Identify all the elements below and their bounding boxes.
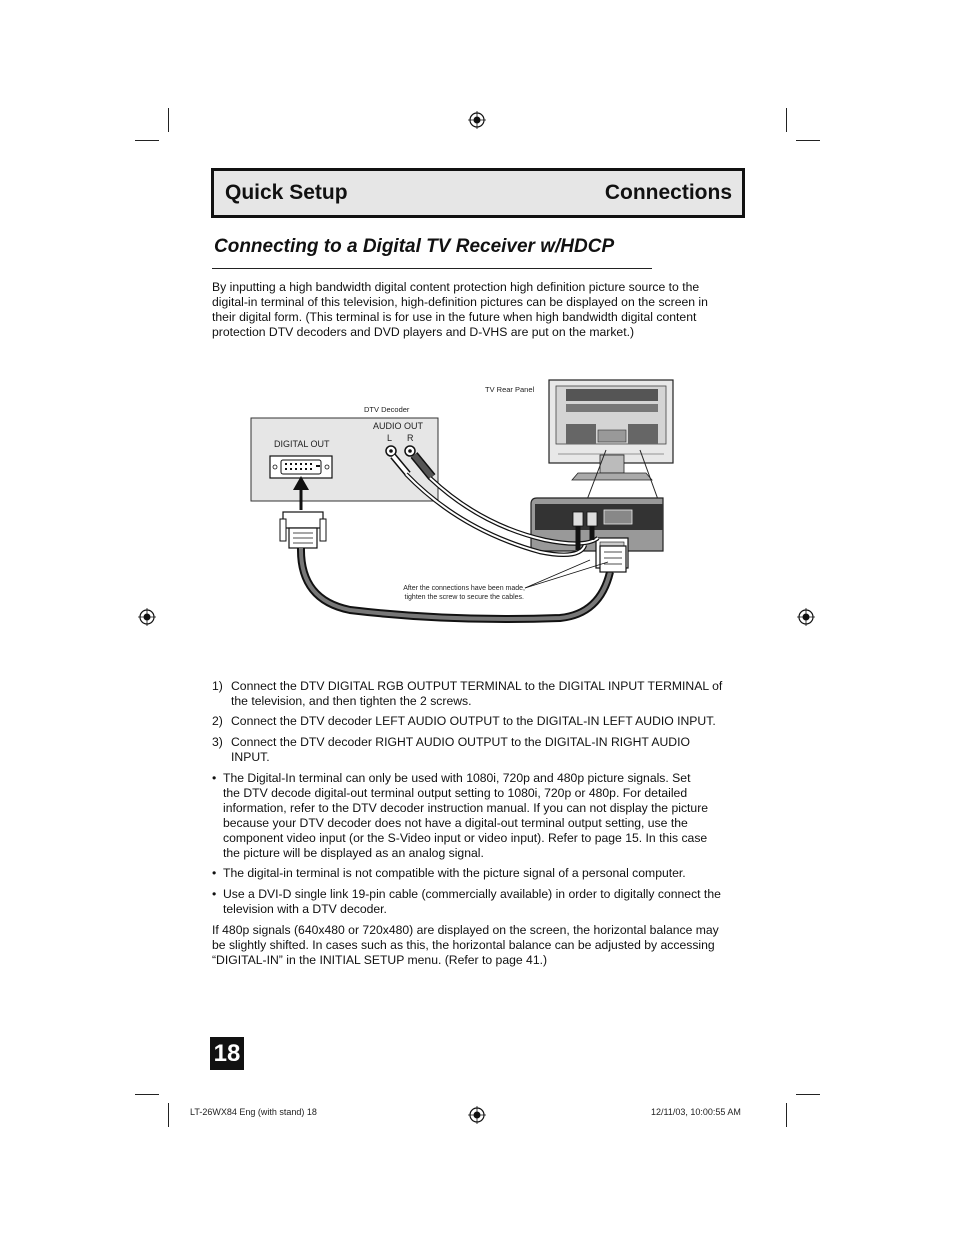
audio-out-label: AUDIO OUT	[373, 421, 424, 431]
bullet-line: television with a DTV decoder.	[223, 902, 387, 916]
bullet-line: Use a DVI-D single link 19-pin cable (commercially available) in order to digitally connect the	[223, 887, 721, 901]
step-item	[212, 735, 742, 765]
bullet-item	[212, 771, 742, 861]
bullet-mark: •	[212, 887, 217, 901]
dvi-plug-right-icon	[600, 546, 626, 572]
intro-paragraph	[212, 280, 732, 340]
audio-r-label: R	[407, 433, 414, 443]
intro-line: their digital form. (This terminal is for use in the future when high bandwidth digital content	[212, 310, 697, 324]
bullet-line: The Digital-In terminal can only be used with 1080i, 720p and 480p picture signals. Set	[223, 771, 691, 785]
tv-rear-panel-illustration	[549, 380, 673, 480]
crop-mark	[168, 1103, 169, 1127]
audio-l-label: L	[387, 433, 393, 443]
dvi-plug-left-icon	[280, 512, 326, 548]
step-item	[212, 714, 742, 729]
step-item	[212, 679, 742, 709]
bullet-item	[212, 866, 742, 881]
intro-line: digital-in terminal of this television, high-definition pictures can be displayed on the screen in	[212, 295, 708, 309]
step-line: INPUT.	[231, 750, 270, 764]
registration-mark-icon	[138, 608, 156, 626]
step-number: 3)	[212, 735, 223, 749]
header-left-title: Quick Setup	[225, 181, 348, 204]
page-header	[211, 168, 745, 218]
footer-left: LT-26WX84 Eng (with stand) 18	[190, 1107, 317, 1117]
bullet-line: information, refer to the DTV decoder instruction manual. If you can not display the picture	[223, 801, 709, 815]
closing-line: be slightly shifted. In cases such as this, the horizontal balance can be adjusted by accessing	[212, 938, 715, 952]
cable-note-line: After the connections have been made,	[403, 585, 525, 592]
registration-mark-icon	[468, 111, 486, 129]
step-number: 1)	[212, 679, 223, 693]
step-line: the television, and then tighten the 2 screws.	[231, 694, 472, 708]
registration-mark-icon	[797, 608, 815, 626]
connection-diagram	[240, 370, 680, 635]
footer-right: 12/11/03, 10:00:55 AM	[651, 1107, 741, 1117]
step-line: Connect the DTV decoder LEFT AUDIO OUTPUT to the DIGITAL-IN LEFT AUDIO INPUT.	[231, 714, 716, 728]
section-title: Connecting to a Digital TV Receiver w/HDCP	[214, 236, 615, 257]
dtv-decoder-label: DTV Decoder	[364, 405, 410, 414]
crop-mark	[135, 1094, 159, 1095]
closing-line: “DIGITAL-IN” in the INITIAL SETUP menu. (Refer to page 41.)	[212, 953, 548, 967]
bullet-mark: •	[212, 866, 217, 880]
digital-in-terminal-closeup	[531, 498, 663, 568]
intro-line: By inputting a high bandwidth digital content protection high definition picture source to the	[212, 280, 700, 294]
bullet-mark: •	[212, 771, 217, 785]
step-number: 2)	[212, 714, 223, 728]
step-line: Connect the DTV DIGITAL RGB OUTPUT TERMINAL to the DIGITAL INPUT TERMINAL of	[231, 679, 723, 693]
crop-mark	[786, 108, 787, 132]
bullet-line: the picture will be displayed as an analog signal.	[223, 846, 484, 860]
digital-out-label: DIGITAL OUT	[274, 439, 330, 449]
section-rule	[212, 268, 652, 269]
bullet-line: because your DTV decoder does not have a digital-out terminal output setting, use the	[223, 816, 688, 830]
header-right-title: Connections	[604, 181, 732, 204]
page-number: 18	[210, 1037, 244, 1070]
crop-mark	[786, 1103, 787, 1127]
bullet-line: component video input (or the S-Video input or video input). Refer to page 15. In this case	[223, 831, 708, 845]
crop-mark	[796, 1094, 820, 1095]
closing-line: If 480p signals (640x480 or 720x480) are displayed on the screen, the horizontal balance may	[212, 923, 719, 937]
bullet-line: The digital-in terminal is not compatible with the picture signal of a personal computer.	[223, 866, 686, 880]
bullet-item	[212, 887, 742, 917]
crop-mark	[796, 140, 820, 141]
tv-rear-panel-label: TV Rear Panel	[485, 385, 535, 394]
registration-mark-icon	[468, 1106, 486, 1124]
cable-note-line: tighten the screw to secure the cables.	[404, 594, 524, 601]
crop-mark	[168, 108, 169, 132]
crop-mark	[135, 140, 159, 141]
intro-line: protection DTV decoders and DVD players and D-VHS are put on the market.)	[212, 325, 635, 339]
step-line: Connect the DTV decoder RIGHT AUDIO OUTPUT to the DIGITAL-IN RIGHT AUDIO	[231, 735, 690, 749]
closing-paragraph	[212, 923, 732, 968]
bullet-line: the DTV decode digital-out terminal output setting to 1080i, 720p or 480p. For detailed	[223, 786, 688, 800]
